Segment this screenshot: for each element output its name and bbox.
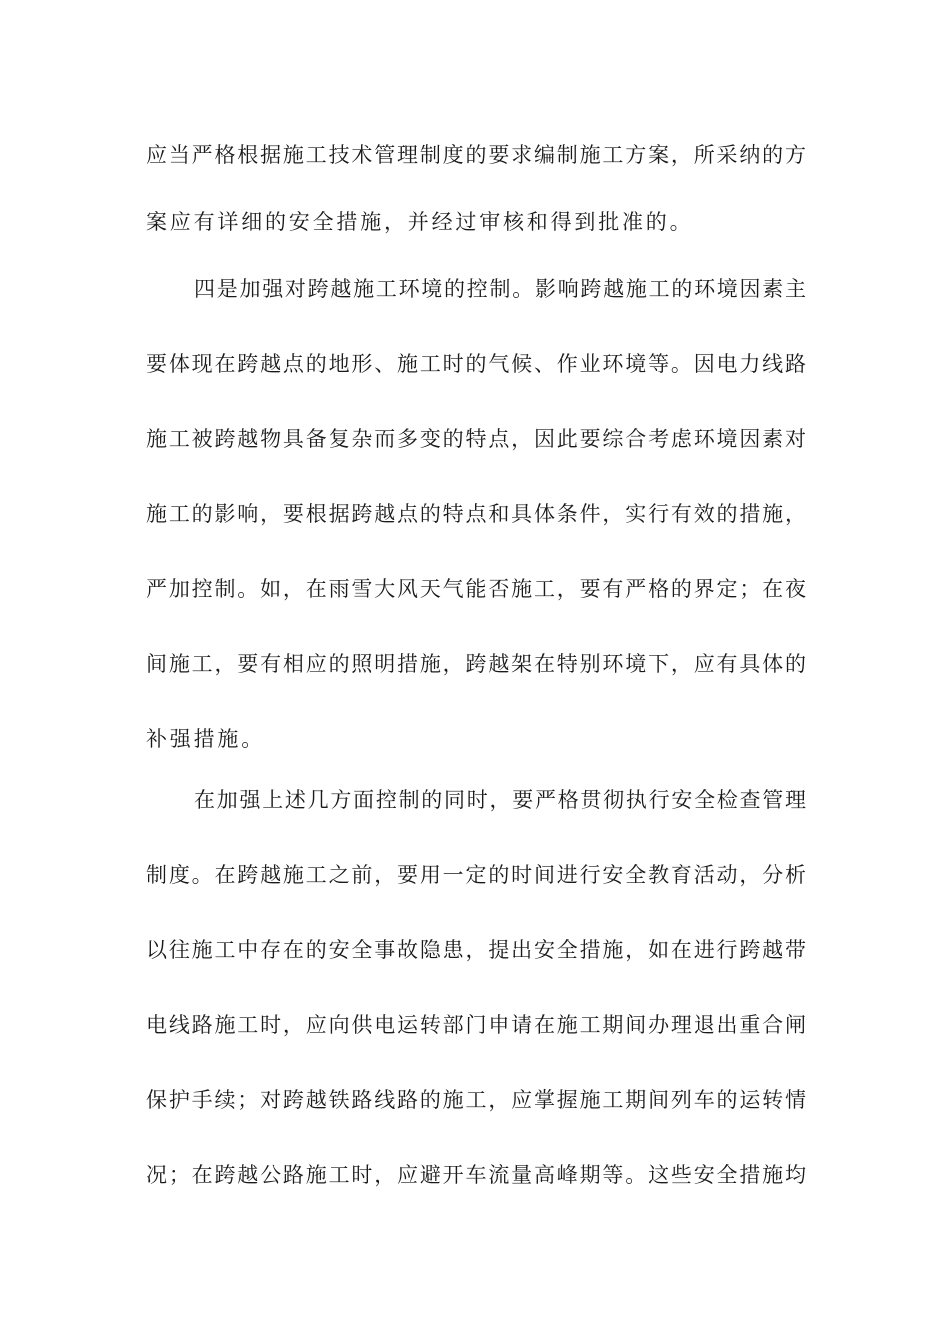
- paragraph-line: 施工的影响，要根据跨越点的特点和具体条件，实行有效的措施，: [146, 502, 806, 526]
- paragraph-line: 在加强上述几方面控制的同时，要严格贯彻执行安全检查管理: [194, 788, 806, 812]
- paragraph-line: 要体现在跨越点的地形、施工时的气候、作业环境等。因电力线路: [146, 352, 806, 376]
- paragraph-line: 施工被跨越物具备复杂而多变的特点，因此要综合考虑环境因素对: [146, 427, 806, 451]
- paragraph-line: 间施工，要有相应的照明措施，跨越架在特别环境下，应有具体的: [146, 652, 806, 676]
- paragraph-line: 应当严格根据施工技术管理制度的要求编制施工方案，所采纳的方: [146, 143, 806, 167]
- paragraph-line: 电线路施工时，应向供电运转部门申请在施工期间办理退出重合闸: [146, 1013, 806, 1037]
- paragraph-line: 严加控制。如，在雨雪大风天气能否施工，要有严格的界定；在夜: [146, 577, 806, 601]
- paragraph-line: 补强措施。: [146, 727, 265, 751]
- paragraph-line: 案应有详细的安全措施，并经过审核和得到批准的。: [146, 210, 694, 234]
- paragraph-line: 以往施工中存在的安全事故隐患，提出安全措施，如在进行跨越带: [146, 938, 806, 962]
- paragraph-line: 制度。在跨越施工之前，要用一定的时间进行安全教育活动，分析: [146, 863, 806, 887]
- paragraph-line: 保护手续；对跨越铁路线路的施工，应掌握施工期间列车的运转情: [146, 1088, 806, 1112]
- paragraph-line: 况；在跨越公路施工时，应避开车流量高峰期等。这些安全措施均: [146, 1163, 806, 1187]
- paragraph-line: 四是加强对跨越施工环境的控制。影响跨越施工的环境因素主: [194, 277, 806, 301]
